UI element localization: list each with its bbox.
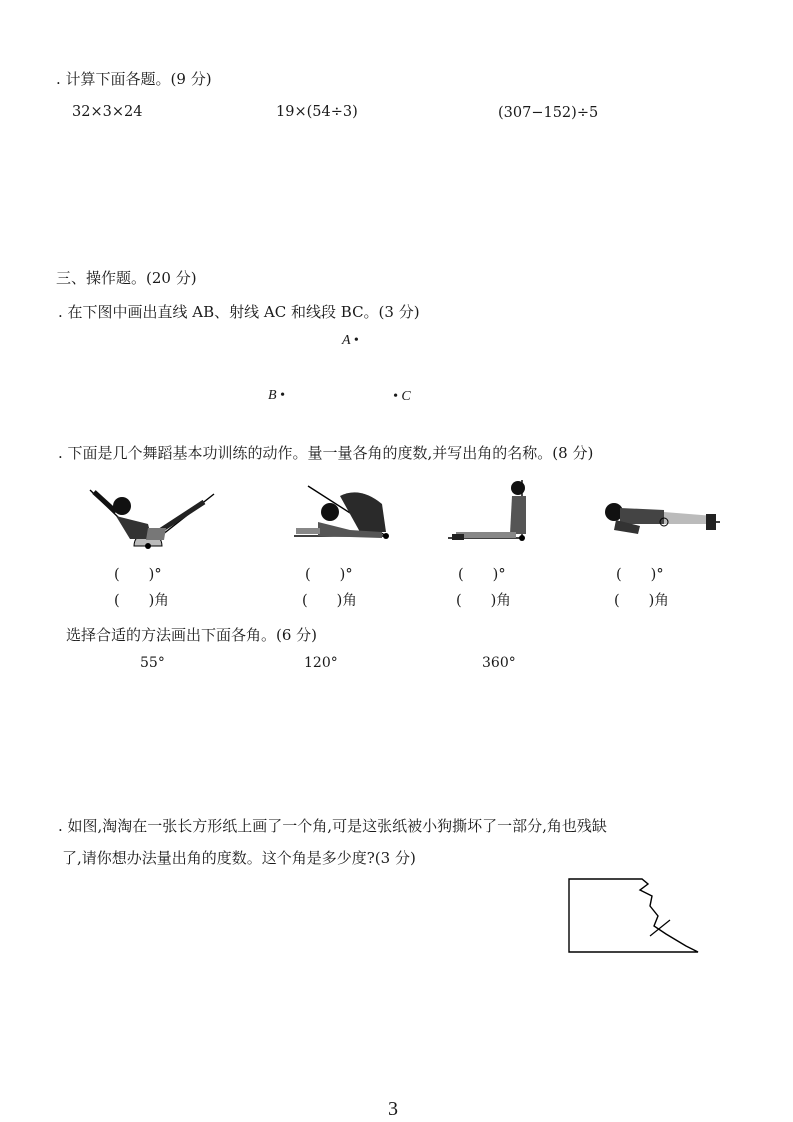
torn-paper-figure <box>566 876 706 958</box>
ops-question-2: . 下面是几个舞蹈基本功训练的动作。量一量各角的度数,并写出角的名称。(8 分) <box>58 444 594 462</box>
calc-expression-2: 19×(54÷3) <box>276 104 358 120</box>
point-b: B • <box>268 388 285 403</box>
point-c: • C <box>393 389 411 404</box>
degree-blank-4[interactable]: ( )° <box>616 567 664 583</box>
dance-figure-3 <box>446 478 536 550</box>
dance-figure-4 <box>602 496 722 540</box>
ops-question-4-line-2: 了,请你想办法量出角的度数。这个角是多少度?(3 分) <box>62 849 416 867</box>
ops-question-1: . 在下图中画出直线 AB、射线 AC 和线段 BC。(3 分) <box>58 303 420 321</box>
name-blank-4[interactable]: ( )角 <box>614 593 669 609</box>
page-number: 3 <box>388 1098 398 1120</box>
calc-section-title: . 计算下面各题。(9 分) <box>56 70 212 88</box>
calc-expression-1: 32×3×24 <box>72 104 143 120</box>
ops-question-4-line-1: . 如图,淘淘在一张长方形纸上画了一个角,可是这张纸被小狗撕坏了一部分,角也残缺 <box>58 817 607 835</box>
ops-question-3: 选择合适的方法画出下面各角。(6 分) <box>66 626 318 644</box>
degree-blank-3[interactable]: ( )° <box>458 567 506 583</box>
point-a: A • <box>342 333 359 348</box>
name-blank-3[interactable]: ( )角 <box>456 593 511 609</box>
angle-55: 55° <box>140 655 165 671</box>
ops-section-title: 三、操作题。(20 分) <box>56 269 197 287</box>
name-blank-2[interactable]: ( )角 <box>302 593 357 609</box>
dance-figure-2 <box>290 482 400 552</box>
dance-figure-1 <box>86 484 226 554</box>
angle-120: 120° <box>304 655 338 671</box>
angle-360: 360° <box>482 655 516 671</box>
name-blank-1[interactable]: ( )角 <box>114 593 169 609</box>
degree-blank-2[interactable]: ( )° <box>305 567 353 583</box>
degree-blank-1[interactable]: ( )° <box>114 567 162 583</box>
calc-expression-3: (307−152)÷5 <box>498 105 599 121</box>
